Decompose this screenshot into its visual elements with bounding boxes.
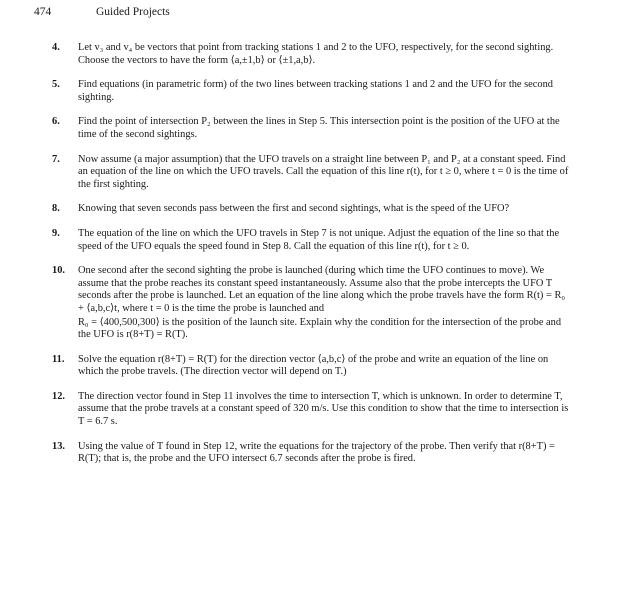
step-item: [52, 203, 572, 216]
page-header: [34, 6, 170, 18]
step-text: The direction vector found in Step 11 involves the time to intersection T, which is unknown. In order to determine T, assume that the probe travels at a constant speed of 320 m/s. Use this condition to show that the time to intersection is T = 6.7 s.: [78, 390, 569, 428]
step-number: 8.: [52, 203, 60, 215]
step-number: 5.: [52, 79, 60, 91]
step-number: 9.: [52, 227, 60, 239]
page-number: 474: [34, 6, 52, 18]
step-text: Solve the equation r(8+T) = R(T) for the direction vector ⟨a,b,c⟩ of the probe and write an equation of the line on which the probe travels. (The direction vector will depend on T.): [78, 353, 549, 378]
step-item: [52, 441, 572, 466]
step-item: [52, 265, 572, 342]
step-text: One second after the second sighting the probe is launched (during which time the UFO continues to move). We assume that the probe reaches its constant speed instantaneously. Assume also that the probe intercepts the UFO T seconds after the probe is launched. Let an equation of the line along which the probe travels have the form R(t) = R₀ + ⟨a,b,c⟩t, where t = 0 is the time the probe is launched and: [78, 265, 566, 314]
step-text: Find equations (in parametric form) of the two lines between tracking stations 1 and 2 and the UFO for the second sighting.: [78, 79, 553, 103]
step-item: [52, 391, 572, 429]
step-number: 10.: [52, 265, 65, 277]
step-text: Find the point of intersection P₂ between the lines in Step 5. This intersection point is the position of the UFO at the time of the second sightings.: [78, 116, 560, 140]
step-text: The equation of the line on which the UFO travels in Step 7 is not unique. Adjust the equation of the line so that the speed of the UFO equals the speed found in Step 8. Call the equation of this line r(t), for t ≥ 0.: [78, 227, 560, 252]
step-number: 13.: [52, 440, 65, 452]
step-item: [52, 228, 572, 253]
step-item: [52, 154, 572, 192]
section-title: Guided Projects: [96, 6, 170, 18]
step-item: [52, 116, 572, 141]
step-item: [52, 79, 572, 104]
step-text: R₀ = ⟨400,500,300⟩ is the position of the launch site. Explain why the condition for the intersection of the probe and the UFO is r(8+T) = R(T).: [78, 316, 562, 341]
step-number: 6.: [52, 116, 60, 128]
step-item: [52, 354, 572, 379]
step-text: Using the value of T found in Step 12, write the equations for the trajectory of the probe. Then verify that r(8+T) = R(T); that is, the probe and the UFO intersect 6.7 seconds after the probe is fired.: [78, 440, 555, 465]
step-number: 12.: [52, 390, 65, 402]
step-number: 4.: [52, 42, 60, 53]
project-steps-list: [52, 42, 572, 466]
step-text: Knowing that seven seconds pass between the first and second sightings, what is the speed of the UFO?: [78, 203, 510, 215]
step-text: Now assume (a major assumption) that the UFO travels on a straight line between P₁ and P₂ at a constant speed. Find an equation of the line on which the UFO travels. Call the equation of this line r(t), for t ≥ 0, where t = 0 is the time of the first sighting.: [78, 153, 569, 190]
step-number: 11.: [52, 353, 65, 365]
step-text: Let v₃ and v₄ be vectors that point from tracking stations 1 and 2 to the UFO, respectively, for the second sighting. Choose the vectors to have the form ⟨a,±1,b⟩ or ⟨±1,a,b⟩.: [78, 42, 554, 66]
step-item: [52, 42, 572, 67]
step-number: 7.: [52, 153, 60, 165]
